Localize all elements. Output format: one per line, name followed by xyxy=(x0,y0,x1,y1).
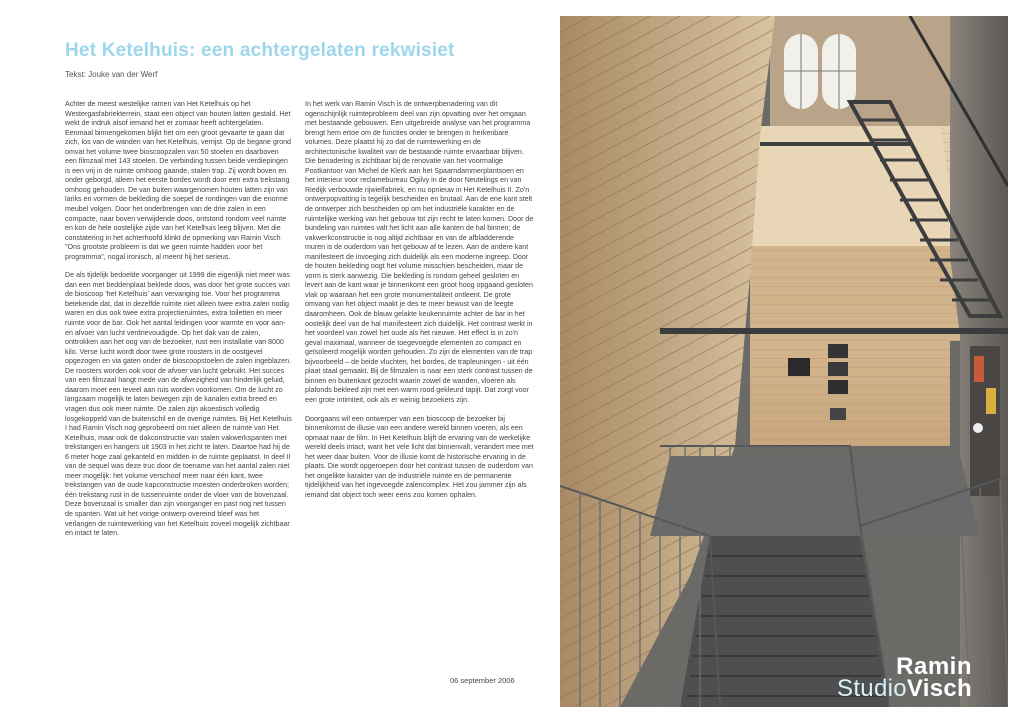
paragraph: In het werk van Ramin Visch is de ontwerpbenadering van dit ogenschijnlijk ruimteprobleem deel van zijn opvatting over het omgaan met bestaande gebouwen. Een uitgebreide analyse van het programma brengt hem ertoe om de functies onder te brengen in herkenbare volumes. Deze plaatst hij zo dat de ruimtewerking en de architectonische kwaliteit van de bestaande ruimte ervaarbaar blijven. Die benadering is zichtbaar bij de renovatie van het voormalige Postkantoor van Michel de Klerk aan het Spaarndammerplantsoen en het interieur voor reclamebureau Ogilvy in de door Neutelings en van Riedijk verbouwde rijwielfabriek, en nu opnieuw in Het Ketelhuis II. Zo'n ontwerpopvatting is tegelijk bescheiden en brutaal. Aan de ene kant stelt de ontwerper zich bescheiden op om het industriële karakter en de ruimtelijke werking van het gebouw tot zijn recht te laten komen. Door de bundeling van ruimtes valt het licht aan alle kanten de hal binnen; de vakwerkconstructie is nog altijd zichtbaar en van de afbladderende muren is de ouderdom van het gebouw af te lezen. Aan de andere kant manifesteert de invoeging zich duidelijk als een moderne ingreep. Door de houten bekleding oogt het volume misschien bescheiden, maar de vorm is sterk aanwezig. Die bekleding is rondom geheel gesloten en levert aan de kant waar je binnenkomt een groot hoog opgaand gesloten vlak op waaraan het een grote monumentaliteit ontleent. De grote omvang van het object maakt je des te meer bewust van de leegte daaromheen. Ook de blauw gelakte keukenruimte achter de bar in het oostelijk deel van de hal manifesteert zich duidelijk. Het contrast werkt in het voordeel van zowel het oude als het nieuwe. Het effect is in zo'n geval maximaal, wanneer de toegevoegde elementen zo compact en geïsoleerd mogelijk worden gehouden. Zo zijn de elementen van de trap bijvoorbeeld – de beide vluchten, het bordes, de trapleuningen - uit één plaat staal gemaakt. Bij de filmzalen is naar een sterk contrast tussen de binnen en buitenkant gezocht waarin zowel de wanden, vloeren als plafonds bekleed zijn met een warm rood gekleurd tapijt. Dat zorgt voor een grote intimiteit, ook als er weinig bezoekers zijn. xyxy=(305,100,534,404)
paragraph: De als tijdelijk bedoelde voorganger uit 1999 die eigenlijk niet meer was dan een met beddenplaat beklede doos, was door het grote succes van de bioscoop 'het Ketelhuis' aan vervanging toe. Voor het programma betekende dat, dat in dezelfde ruimte niet alleen twee extra zalen nodig waren en dus ook twee extra projectieruimtes, extra toiletten en meer ruimte voor de bar. Ook het aantal leidingen voor warmte en voor aan- en afvoer van lucht verdrievoudigde. Op het dak van de zalen, onttrokken aan het oog van de bezoeker, rust een installatie van 8000 kilo. Verse lucht wordt door twee grote roosters in de oostgevel opgezogen en via gaten onder de bioscoopstoelen de zalen ingeblazen. De roosters worden ook voor de afvoer van lucht gebruikt. Het succes van een filmzaal hangt mede van de afwezigheid van hinderlijk geluid, daarom moet een teveel aan ruis worden voorkomen. Om de lucht zo langzaam mogelijk te laten bewegen zijn de kanalen extra breed en vragen dus ook meer ruimte. De zalen zijn akoestisch volledig losgekoppeld van de buitenschil en de overige ruimtes. Bij Het Ketelhuis I had Ramin Visch nog geprobeerd om niet alleen de ruimte van Het Ketelhuis, maar ook de dakconstructie van stalen vakwerkspanten met trekstangen en hangers uit 1903 in het zicht te laten. Daartoe had hij de 6 meter hoge zaal gekanteld en midden in de ruimte geplaatst. In deel II van de sequel was deze truc door de toename van het aantal zalen niet meer mogelijk: het volume verschoof meer naar één kant, twee trekstangen van de oude kapconstructie moesten onderbroken worden; één trekstang rust in de tussenruimte onder de vloer van de bovenzaal. Deze bovenzaal is smaller dan zijn voorganger en past nog net tussen de spanten. Wat uit het vorige ontwerp overeind bleef was het verlangen de ruimtewerking van het Ketelhuis zoveel mogelijk zichtbaar en intact te laten. xyxy=(65,271,292,538)
studio-logo xyxy=(837,653,972,702)
article-date: 06 september 2006 xyxy=(450,676,515,685)
article-title: Het Ketelhuis: een achtergelaten rekwisiet xyxy=(65,40,455,61)
paragraph: Doorgaans wil een ontwerper van een bioscoop de bezoeker bij binnenkomst de illusie van een andere wereld binnen voeren, als een opmaat naar de film. In Het Ketelhuis blijft de ervaring van de werkelijke wereld deels intact, want het vele licht dat binnenvalt, verandert mee met het weer daar buiten. Voor de illusie komt de historische ervaring in de plaats. Die wordt opgeroepen door het contrast tussen de ouderdom van het ongelikte karakter van de industriële ruimte en de permanente tijdelijkheid van het ingevoegde zalencomplex. Het zou jammer zijn als iemand dat object toch weer eens zou komen ophalen. xyxy=(305,414,534,499)
logo-studio: Studio xyxy=(837,675,907,702)
photo-illustration xyxy=(560,16,1008,707)
paragraph: Achter de meest westelijke ramen van Het Ketelhuis op het Westergasfabriekterrein, staat een object van houten latten gestald. Het wekt de indruk alsof iemand het er zomaar heeft achtergelaten. Eenmaal binnengekomen blijkt het om een groot gevaarte te gaan dat zich, los van de wanden van het Ketelhuis, verrijst. Op de begane grond omvat het volume twee bioscoopzalen van 50 stoelen en daarboven een filmzaal met 143 stoelen. De verbinding tussen beide verdiepingen is een vrij in de ruimte omhoog gaande, stalen trap. Zij wordt boven en onder geborgd, alleen het eerste bordes wordt door een extra trekstang omhoog gehouden. De van buiten waargenomen houten latten zijn van lariks en vormen de bekleding die soepel de rondingen van die enorme meubel volgen. Door het onderbrengen van de drie zalen in een compacte, naar boven verwijdende doos, ontstond rondom veel ruimte en kon de hele oostelijke zijde van het Ketelhuis leeg blijven. Met die constatering in het achterhoofd klinkt de opmerking van Ramin Visch "Ons grootste probleem is dat we geen ruimte hadden voor het programma", nogal ironisch, al meent hij het serieus. xyxy=(65,100,291,261)
text-column-right xyxy=(305,100,534,509)
article-author: Tekst: Jouke van der Werf xyxy=(65,70,158,79)
logo-visch: Visch xyxy=(906,675,972,702)
staircase-photo xyxy=(560,16,1008,707)
text-column-left xyxy=(65,100,292,548)
logo-line-2 xyxy=(837,675,972,702)
logo-line-1: Ramin xyxy=(896,653,972,680)
